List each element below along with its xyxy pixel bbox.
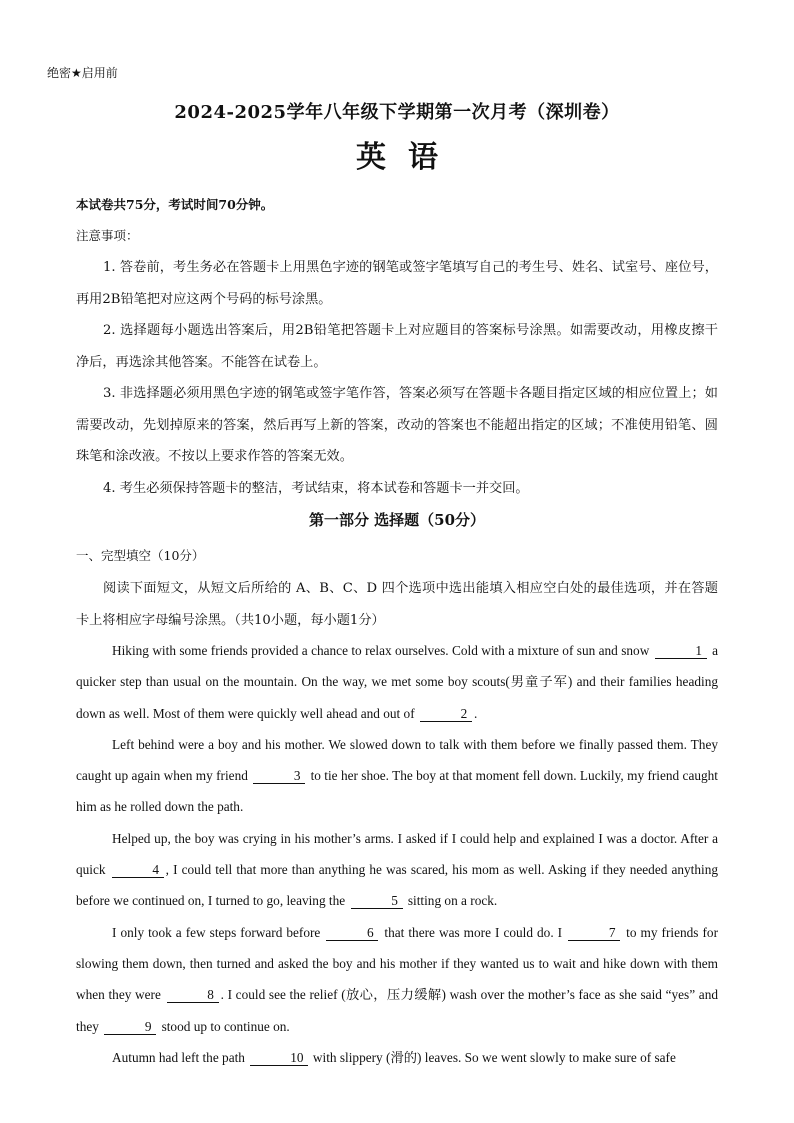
exam-intro: 本试卷共75分，考试时间70分钟。 bbox=[76, 197, 274, 212]
blank-4: 4 bbox=[112, 863, 164, 878]
passage-text: to tie her shoe. The boy at that moment fell down. Luckily, my friend caught him as he rolled down the path. bbox=[76, 768, 718, 815]
passage-text: to my friends for slowing them down, then turned and asked the boy and his mother if they wanted us to wait and hike down with them when they were bbox=[76, 924, 719, 1003]
passage-text: with slippery (滑的) leaves. So we went slowly to make sure of safe bbox=[312, 1049, 676, 1065]
subject-title: 英语 bbox=[356, 140, 460, 175]
passage-paragraph bbox=[76, 635, 718, 729]
passage-text: Helped up, the boy was crying in his mother’s arms. I asked if I could help and explained I was a doctor. After a quick bbox=[76, 830, 718, 878]
passage-paragraph bbox=[76, 729, 718, 823]
confidential-mark: 绝密★启用前 bbox=[47, 66, 118, 80]
rule-item: 3. 非选择题必须用黑色字迹的钢笔或签字笔作答，答案必须写在答题卡各题目指定区域的相应位置上；如需要改动，先划掉原来的答案，然后再写上新的答案，改动的答案也不能超出指定的区域；不准使用铅笔、圆珠笔和涂改液。不按以上要求作答的答案无效。 bbox=[76, 386, 718, 464]
cloze-passage bbox=[76, 635, 718, 1073]
passage-text: Autumn had left the path bbox=[112, 1049, 245, 1065]
directions-text: 阅读下面短文，从短文后所给的 A、B、C、D 四个选项中选出能填入相应空白处的最佳选项，并在答题卡上将相应字母编号涂黑。（共10小题，每小题1分） bbox=[76, 581, 718, 628]
passage-text: Left behind were a boy and his mother. We slowed down to talk with them before we finally passed them. They caught up again when my friend bbox=[76, 736, 718, 784]
blank-8: 8 bbox=[167, 988, 219, 1003]
passage-text: that there was more I could do. I bbox=[384, 924, 563, 940]
passage-paragraph bbox=[76, 1042, 718, 1073]
blank-10: 10 bbox=[250, 1051, 307, 1066]
rule-item: 1. 答卷前，考生务必在答题卡上用黑色字迹的钢笔或签字笔填写自己的考生号、姓名、试室号、座位号，再用2B铅笔把对应这两个号码的标号涂黑。 bbox=[76, 260, 718, 307]
blank-6: 6 bbox=[326, 926, 378, 941]
part-title: 第一部分 选择题（50分） bbox=[308, 511, 486, 529]
passage-text: . I could see the relief (放心，压力缓解) wash over the mother’s face as she said “yes” and they bbox=[76, 987, 718, 1034]
rule-item: 2. 选择题每小题选出答案后，用2B铅笔把答题卡上对应题目的答案标号涂黑。如需要改动，用橡皮擦干净后，再选涂其他答案。不能答在试卷上。 bbox=[76, 323, 718, 370]
passage-paragraph bbox=[76, 823, 718, 917]
blank-9: 9 bbox=[104, 1020, 156, 1035]
passage-paragraph bbox=[76, 917, 718, 1042]
blank-3: 3 bbox=[253, 769, 305, 784]
passage-text: sitting on a rock. bbox=[407, 893, 498, 909]
notice-heading: 注意事项： bbox=[76, 228, 139, 243]
exam-title: 2024-2025学年八年级下学期第一次月考（深圳卷） bbox=[174, 102, 620, 123]
passage-text: stood up to continue on. bbox=[161, 1018, 290, 1034]
passage-text: Hiking with some friends provided a chance to relax ourselves. Cold with a mixture of sun and snow bbox=[112, 643, 650, 658]
blank-7: 7 bbox=[568, 926, 620, 941]
rule-item: 4. 考生必须保持答题卡的整洁，考试结束，将本试卷和答题卡一并交回。 bbox=[103, 480, 529, 496]
passage-text: I only took a few steps forward before bbox=[112, 924, 321, 940]
blank-2: 2 bbox=[420, 707, 472, 722]
section-title: 一、完型填空（10分） bbox=[76, 548, 205, 563]
blank-1: 1 bbox=[655, 644, 707, 659]
passage-text: a quicker step than usual on the mountain. On the way, we met some boy scouts(男童子军) and their families heading down as well. Most of them were quickly well ahead and out of bbox=[76, 643, 718, 721]
passage-text: . bbox=[473, 705, 478, 721]
notice-rules bbox=[76, 252, 718, 504]
blank-5: 5 bbox=[351, 894, 403, 909]
section-directions bbox=[76, 573, 718, 636]
passage-text: , I could tell that more than anything he was scared, his mom as well. Asking if they needed anything before we continued on, I turned to go, leaving the bbox=[76, 862, 718, 909]
